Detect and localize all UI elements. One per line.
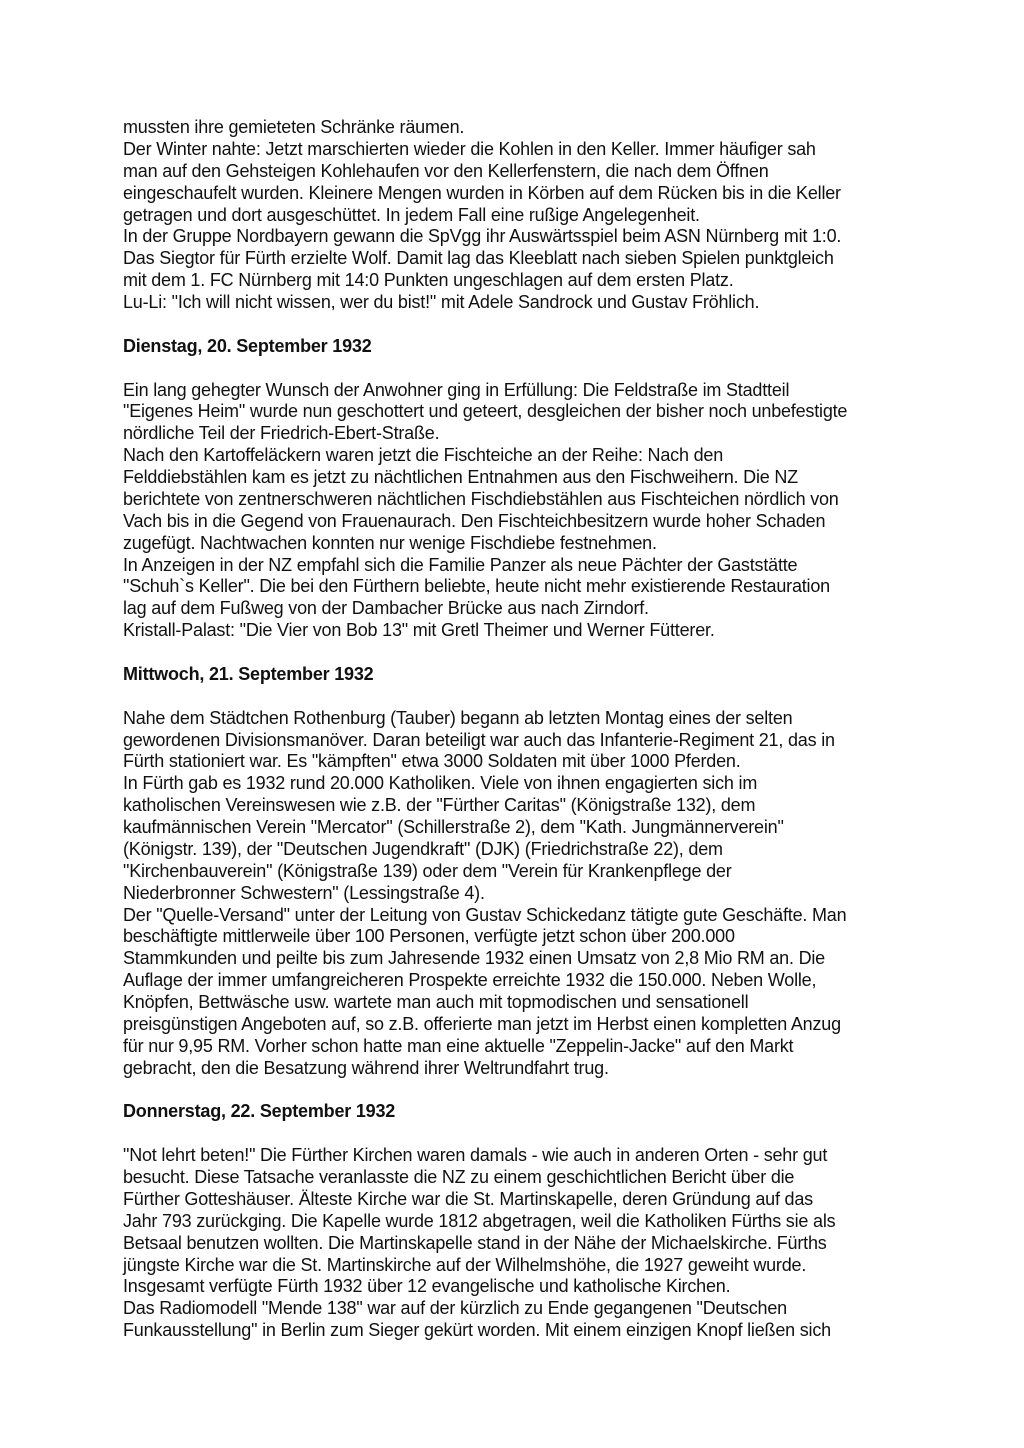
text-line: In der Gruppe Nordbayern gewann die SpVgg ihr Auswärtsspiel beim ASN Nürnberg mit 1:0. [123, 226, 842, 247]
text-line: nördliche Teil der Friedrich-Ebert-Straße. [123, 423, 440, 444]
text-line: "Eigenes Heim" wurde nun geschottert und geteert, desgleichen der bisher noch unbefestigte [123, 401, 848, 422]
text-line: man auf den Gehsteigen Kohlehaufen vor den Kellerfenstern, die nach dem Öffnen [123, 160, 769, 181]
heading-text: Mittwoch, 21. September 1932 [123, 663, 374, 684]
text-line: katholischen Vereinswesen wie z.B. der "Fürther Caritas" (Königstraße 132), dem [123, 795, 756, 816]
text-line: Betsaal benutzen wollten. Die Martinskapelle stand in der Nähe der Michaelskirche. Fürths [123, 1232, 827, 1253]
section-heading [123, 336, 923, 358]
text-line: (Königstr. 139), der "Deutschen Jugendkraft" (DJK) (Friedrichstraße 22), dem [123, 838, 723, 859]
text-line: "Kirchenbauverein" (Königstraße 139) oder dem "Verein für Krankenpflege der [123, 860, 732, 881]
text-line: Nach den Kartoffeläckern waren jetzt die Fischteiche an der Reihe: Nach den [123, 445, 724, 466]
text-line: Lu-Li: "Ich will nicht wissen, wer du bist!" mit Adele Sandrock und Gustav Fröhlich. [123, 292, 760, 312]
text-line: "Not lehrt beten!" Die Fürther Kirchen waren damals - wie auch in anderen Orten - sehr gut [123, 1145, 828, 1166]
text-line: In Anzeigen in der NZ empfahl sich die Familie Panzer als neue Pächter der Gaststätte [123, 554, 798, 575]
document-content [123, 117, 923, 1342]
text-line: preisgünstigen Angeboten auf, so z.B. offerierte man jetzt im Herbst einen kompletten Anzug [123, 1013, 841, 1034]
text-line: Der "Quelle-Versand" unter der Leitung von Gustav Schickedanz tätigte gute Geschäfte. Man [123, 904, 847, 925]
text-line: Ein lang gehegter Wunsch der Anwohner ging in Erfüllung: Die Feldstraße im Stadtteil [123, 379, 790, 400]
heading-text: Donnerstag, 22. September 1932 [123, 1101, 396, 1122]
text-line: In Fürth gab es 1932 rund 20.000 Katholiken. Viele von ihnen engagierten sich im [123, 773, 758, 794]
text-line: Fürther Gotteshäuser. Älteste Kirche war die St. Martinskapelle, deren Gründung auf das [123, 1188, 813, 1209]
text-line: Vach bis in die Gegend von Frauenaurach. Den Fischteichbesitzern wurde hoher Schaden [123, 510, 826, 531]
text-line: Stammkunden und peilte bis zum Jahresende 1932 einen Umsatz von 2,8 Mio RM an. Die [123, 948, 825, 969]
section-heading [123, 1101, 923, 1123]
text-line: eingeschaufelt wurden. Kleinere Mengen wurden in Körben auf dem Rücken bis in die Keller [123, 182, 841, 203]
text-line: Insgesamt verfügte Fürth 1932 über 12 evangelische und katholische Kirchen. [123, 1276, 731, 1297]
paragraph [123, 380, 923, 643]
text-line: für nur 9,95 RM. Vorher schon hatte man eine aktuelle "Zeppelin-Jacke" auf den Markt [123, 1035, 794, 1056]
text-line: jüngste Kirche war die St. Martinskirche auf der Wilhelmshöhe, die 1927 geweiht wurde. [123, 1254, 807, 1275]
heading-text: Dienstag, 20. September 1932 [123, 335, 372, 356]
text-line: "Schuh`s Keller". Die bei den Fürthern beliebte, heute nicht mehr existierende Restauration [123, 576, 830, 597]
text-line: Auflage der immer umfangreicheren Prospekte erreichte 1932 die 150.000. Neben Wolle, [123, 970, 817, 991]
text-line: zugefügt. Nachtwachen konnten nur wenige Fischdiebe festnehmen. [123, 532, 657, 553]
text-line: Nahe dem Städtchen Rothenburg (Tauber) begann ab letzten Montag eines der selten [123, 707, 793, 728]
text-line: Niederbronner Schwestern" (Lessingstraße 4). [123, 882, 485, 903]
text-line: gewordenen Divisionsmanöver. Daran beteiligt war auch das Infanterie-Regiment 21, das in [123, 729, 835, 750]
text-line: mit dem 1. FC Nürnberg mit 14:0 Punkten ungeschlagen auf dem ersten Platz. [123, 270, 734, 291]
text-line: gebracht, den die Besatzung während ihrer Weltrundfahrt trug. [123, 1057, 609, 1078]
text-line: kaufmännischen Verein "Mercator" (Schillerstraße 2), dem "Kath. Jungmännerverein" [123, 817, 784, 837]
text-line: beschäftigte mittlerweile über 100 Personen, verfügte jetzt schon über 200.000 [123, 926, 735, 947]
paragraph [123, 117, 923, 314]
text-line: Kristall-Palast: "Die Vier von Bob 13" mit Gretl Theimer und Werner Fütterer. [123, 620, 715, 641]
text-line: mussten ihre gemieteten Schränke räumen. [123, 117, 465, 137]
text-line: lag auf dem Fußweg von der Dambacher Brücke aus nach Zirndorf. [123, 598, 649, 619]
paragraph [123, 1145, 923, 1342]
text-line: Jahr 793 zurückging. Die Kapelle wurde 1812 abgetragen, weil die Katholiken Fürths sie als [123, 1210, 836, 1231]
text-line: besucht. Diese Tatsache veranlasste die NZ zu einem geschichtlichen Bericht über die [123, 1167, 795, 1187]
paragraph [123, 708, 923, 1080]
text-line: getragen und dort ausgeschüttet. In jedem Fall eine rußige Angelegenheit. [123, 204, 700, 225]
text-line: Das Radiomodell "Mende 138" war auf der kürzlich zu Ende gegangenen "Deutschen [123, 1298, 787, 1319]
text-line: Fürth stationiert war. Es "kämpften" etwa 3000 Soldaten mit über 1000 Pferden. [123, 751, 741, 772]
text-line: Das Siegtor für Fürth erzielte Wolf. Damit lag das Kleeblatt nach sieben Spielen punktgleich [123, 248, 834, 269]
section-heading [123, 664, 923, 686]
text-line: berichtete von zentnerschweren nächtlichen Fischdiebstählen aus Fischteichen nördlich von [123, 488, 839, 509]
text-line: Knöpfen, Bettwäsche usw. wartete man auch mit topmodischen und sensationell [123, 992, 749, 1012]
text-line: Funkausstellung" in Berlin zum Sieger gekürt worden. Mit einem einzigen Knopf ließen sich [123, 1320, 831, 1341]
text-line: Der Winter nahte: Jetzt marschierten wieder die Kohlen in den Keller. Immer häufiger sah [123, 138, 816, 159]
text-line: Felddiebstählen kam es jetzt zu nächtlichen Entnahmen aus den Fischweihern. Die NZ [123, 467, 798, 487]
